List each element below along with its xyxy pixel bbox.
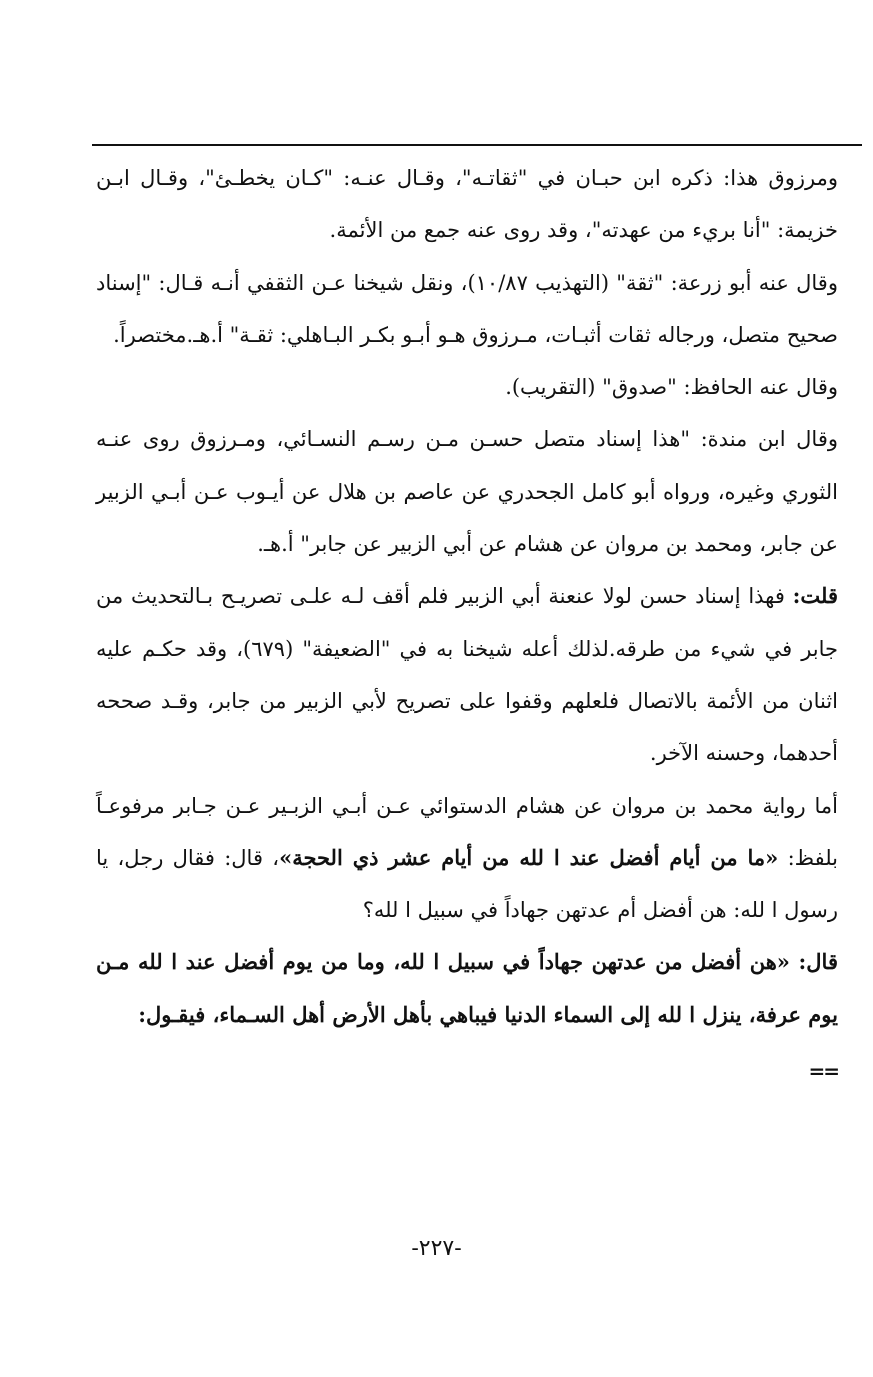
paragraph-text: وقال عنه الحافظ: "صدوق" (التقريب). <box>505 375 838 400</box>
continuation-mark: == <box>808 1059 838 1084</box>
paragraph-text: وقال ابن مندة: "هذا إسناد متصل حسـن مـن رسـم النسـائي، ومـرزوق روى عنـه الثوري وغيره، ورواه أبو كامل الجحدري عن عاصم بن هلال عن أيـوب عـن أبـي الزبير عن جابر، ومحمد بن مروان عن هشام عن أبي الزبير عن جابر" أ.هـ. <box>96 427 838 557</box>
paragraph-label: قلت: <box>792 583 838 609</box>
paragraph-author-comment <box>96 570 838 779</box>
paragraph-text: فهذا إسناد حسن لولا عنعنة أبي الزبير فلم أقف لـه علـى تصريـح بـالتحديث من جابر في شيء من طرقه.لذلك أعله شيخنا به في "الضعيفة" (٦٧٩)، وقد حكـم عليه اثنان من الأئمة بالاتصال فلعلهم وقفوا على تصريح لأبي الزبير من جابر، وقـد صححه أحدهما، وحسنه الآخر. <box>96 584 839 766</box>
paragraph-text: ومرزوق هذا: ذكره ابن حبـان في "ثقاتـه"، وقـال عنـه: "كـان يخطـئ"، وقـال ابـن خزيمة: "أنا بريء من عهدته"، وقد روى عنه جمع من الأئمة. <box>96 166 838 243</box>
paragraph-ibn-mandah <box>96 413 838 570</box>
paragraph-text: وقال عنه أبو زرعة: "ثقة" (التهذيب ١٠/٨٧)، ونقل شيخنا عـن الثقفي أنـه قـال: "إسناد صحيح متصل، ورجاله ثقات أثبـات، مـرزوق هـو أبـو بكـر البـاهلي: ثقـة" أ.هـ.مختصراً. <box>96 270 838 347</box>
main-text <box>96 152 838 1097</box>
paragraph-text: قال: «هن أفضل من عدتهن جهاداً في سبيل ا لله، وما من يوم أفضل عند ا لله مـن يوم عرفة، ينزل ا لله إلى السماء الدنيا فيباهي بأهل الأرض أهل السـماء، فيقـول: <box>96 949 838 1027</box>
paragraph-text: أما رواية محمد بن مروان عن هشام الدستوائي عـن أبـي الزبـير عـن جـابر مرفوعـاً بلفظ: <box>96 793 838 870</box>
paragraph-al-hafiz <box>96 361 838 413</box>
continuation-marker <box>96 1041 838 1097</box>
page-number: -٢٢٧- <box>411 1236 462 1261</box>
paragraph-text: ، قال: فقال رجل، يا رسول ا لله: هن أفضل أم عدتهن جهاداً في سبيل ا لله؟ <box>96 845 838 923</box>
paragraph-muhammad-ibn-marwan <box>96 780 838 937</box>
paragraph-abu-zura <box>96 257 838 362</box>
paragraph-marzuq-ibn-hibban <box>96 152 838 257</box>
hadith-quote: «ما من أيام أفضل عند ا لله من أيام عشر ذي الحجة» <box>279 844 779 870</box>
header-rule <box>92 144 862 146</box>
paragraph-hadith-continuation <box>96 936 838 1041</box>
